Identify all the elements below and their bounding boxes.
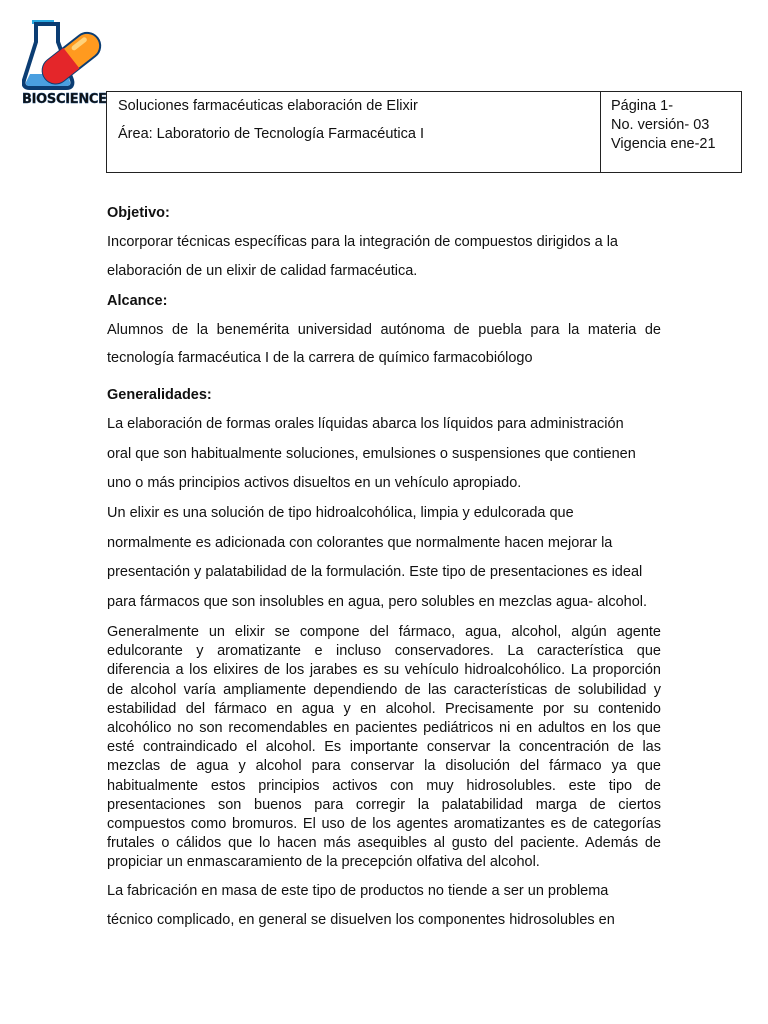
alcance-paragraph [107, 322, 661, 338]
objetivo-line: Incorporar técnicas específicas para la integración de compuestos dirigidos a la [107, 234, 618, 250]
generalidades-p3 [107, 623, 661, 872]
alcance-line: tecnología farmacéutica I de la carrera de químico farmacobiólogo [107, 350, 533, 366]
p3-line: diferencia a los elixires de los jarabes es su vehículo hidroalcohólico. La proporción [107, 662, 661, 679]
p3-line: propiciar un enmascaramiento de la precepción olfativa del alcohol. [107, 854, 540, 871]
version-number: No. versión- 03 [611, 117, 710, 133]
p3-line: Generalmente un elixir se compone del fármaco, agua, alcohol, algún agente [107, 624, 661, 640]
document-title: Soluciones farmacéuticas elaboración de Elixir [118, 98, 418, 114]
generalidades-p4-line: La fabricación en masa de este tipo de productos no tiende a ser un problema [107, 883, 609, 899]
p3-line: habitualmente estos principios activos con muy hidrosolubles. este tipo de [107, 777, 661, 794]
p3-line: presentaciones son buenos para corregir la palatabilidad marga de ciertos [107, 796, 661, 813]
header-title-cell [107, 92, 601, 173]
generalidades-p4-line: técnico complicado, en general se disuelven los componentes hidrosolubles en [107, 912, 615, 928]
objetivo-heading: Objetivo: [107, 205, 170, 221]
p3-line: estabilidad del fármaco en agua y en alcohol. Precisamente por su contenido [107, 700, 661, 717]
generalidades-p1-line: oral que son habitualmente soluciones, emulsiones o suspensiones que contienen [107, 446, 636, 462]
p3-line: mezclas de agua y alcohol para conservar la disolución del fármaco ya que [107, 758, 661, 775]
p3-line: edulcorante y aromatizante e incluso conservadores. La característica que [107, 643, 661, 660]
generalidades-p1-line: uno o más principios activos disueltos en un vehículo apropiado. [107, 475, 522, 491]
page-number: Página 1- [611, 98, 674, 114]
alcance-heading: Alcance: [107, 293, 168, 309]
validity-date: Vigencia ene-21 [611, 136, 716, 152]
p3-line: compuestos como bromuros. El uso de los agentes aromatizantes es de categorías [107, 815, 661, 832]
document-area: Área: Laboratorio de Tecnología Farmacéutica I [118, 126, 425, 142]
generalidades-p2-line: para fármacos que son insolubles en agua, pero solubles en mezclas agua- alcohol. [107, 594, 648, 610]
generalidades-p2-line: Un elixir es una solución de tipo hidroalcohólica, limpia y edulcorada que [107, 505, 574, 521]
generalidades-p1-line: La elaboración de formas orales líquidas abarca los líquidos para administración [107, 416, 624, 432]
p3-line: frutales o cálidos que lo hacen más asequibles al gusto del paciente. Además de [107, 835, 661, 852]
flask-capsule-icon [22, 18, 122, 98]
objetivo-line: elaboración de un elixir de calidad farmacéutica. [107, 263, 418, 279]
logo-text: BIOSCIENCE [22, 92, 107, 107]
alcance-line: Alumnos de la benemérita universidad autónoma de puebla para la materia de [107, 322, 661, 338]
header-meta-cell [601, 92, 741, 172]
generalidades-p2-line: presentación y palatabilidad de la formulación. Este tipo de presentaciones es ideal [107, 564, 643, 580]
p3-line: alcohólico no son recomendables en pacientes pediátricos ni en adultos en los que [107, 719, 661, 736]
p3-line: de alcohol varía ampliamente dependiendo de las características de solubilidad y [107, 681, 661, 698]
p3-line: esté contraindicado el alcohol. Es importante conservar la concentración de las [107, 739, 661, 756]
generalidades-p2-line: normalmente es adicionada con colorantes que normalmente hacen mejorar la [107, 535, 613, 551]
generalidades-heading: Generalidades: [107, 387, 212, 403]
document-header-table [106, 91, 742, 173]
bioscience-logo [22, 18, 106, 114]
